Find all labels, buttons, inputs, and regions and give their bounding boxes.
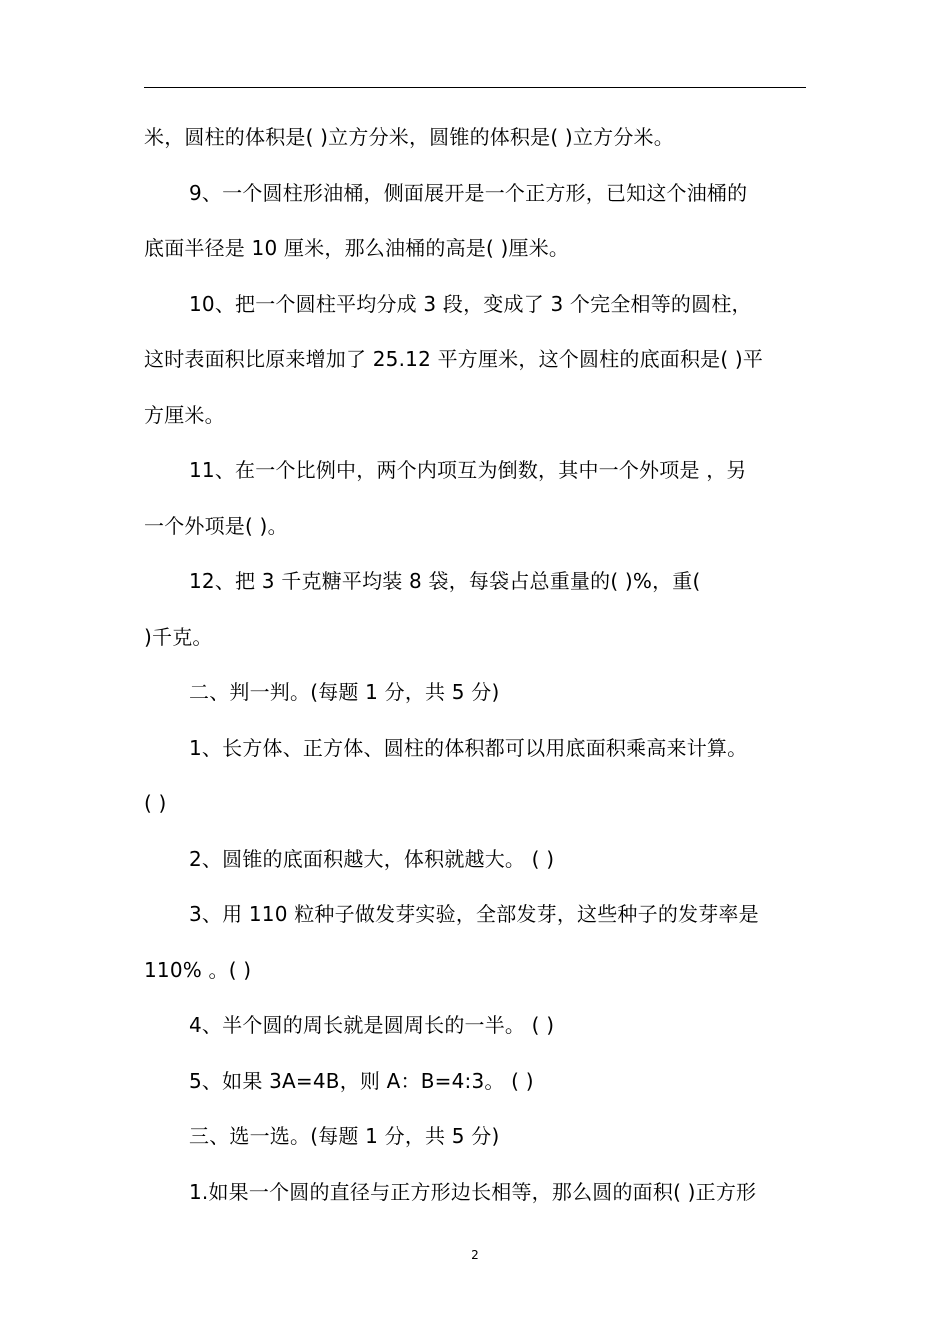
question-10-line-2: 这时表面积比原来增加了 25.12 平方厘米，这个圆柱的底面积是( )平 bbox=[144, 347, 764, 371]
header-rule bbox=[144, 87, 806, 88]
judge-3-line-1: 3、用 110 粒种子做发芽实验，全部发芽，这些种子的发芽率是 bbox=[189, 902, 759, 926]
text-line: 米，圆柱的体积是( )立方分米，圆锥的体积是( )立方分米。 bbox=[144, 125, 674, 149]
question-10-line-3: 方厘米。 bbox=[144, 402, 225, 427]
question-11-line-1: 11、在一个比例中，两个内项互为倒数，其中一个外项是 ，另 bbox=[189, 458, 747, 482]
judge-1-line-1: 1、长方体、正方体、圆柱的体积都可以用底面积乘高来计算。 bbox=[189, 735, 748, 760]
page-number: 2 bbox=[471, 1248, 479, 1262]
section-heading-choose: 三、选一选。(每题 1 分，共 5 分) bbox=[189, 1124, 500, 1148]
document-body bbox=[144, 110, 806, 1220]
judge-2: 2、圆锥的底面积越大，体积就越大。 ( ) bbox=[189, 846, 555, 871]
judge-1-line-2: ( ) bbox=[144, 791, 167, 815]
question-9-line-2: 底面半径是 10 厘米，那么油桶的高是( )厘米。 bbox=[144, 236, 570, 260]
question-12-line-1: 12、把 3 千克糖平均装 8 袋，每袋占总重量的( )%，重( bbox=[189, 569, 701, 593]
question-12-line-2: )千克。 bbox=[144, 624, 213, 649]
judge-4: 4、半个圆的周长就是圆周长的一半。 ( ) bbox=[189, 1013, 555, 1037]
choose-1-line-1: 1.如果一个圆的直径与正方形边长相等，那么圆的面积( )正方形 bbox=[189, 1179, 757, 1204]
question-11-line-2: 一个外项是( )。 bbox=[144, 513, 288, 538]
section-heading-judge: 二、判一判。(每题 1 分，共 5 分) bbox=[189, 680, 500, 704]
judge-3-line-2: 110% 。( ) bbox=[144, 957, 252, 982]
question-10-line-1: 10、把一个圆柱平均分成 3 段，变成了 3 个完全相等的圆柱， bbox=[189, 291, 752, 316]
question-9-line-1: 9、一个圆柱形油桶，侧面展开是一个正方形，已知这个油桶的 bbox=[189, 180, 748, 205]
judge-5: 5、如果 3A=4B，则 A：B=4:3。 ( ) bbox=[189, 1068, 534, 1093]
